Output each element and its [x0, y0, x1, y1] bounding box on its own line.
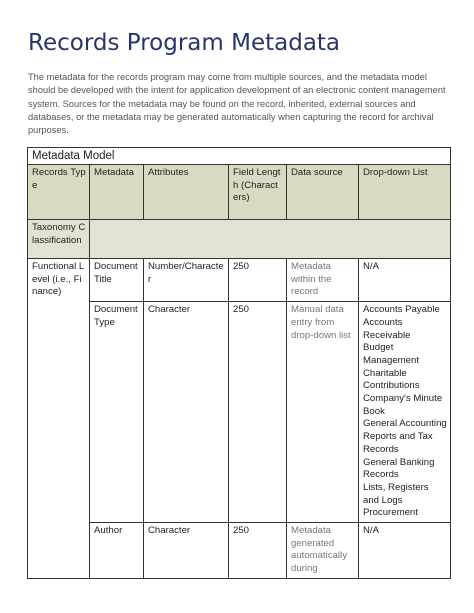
dropdown-option: Lists, Registers and Logs [363, 481, 429, 506]
cell-dropdown: N/A [359, 523, 451, 579]
cell-source: Metadata generated automatically during [287, 523, 359, 579]
cell-source: Manual data entry from drop-down list [287, 302, 359, 523]
dropdown-option: Accounts Receivable [363, 316, 411, 341]
cell-metadata: Document Type [90, 302, 144, 523]
cell-metadata: Author [90, 523, 144, 579]
intro-paragraph: The metadata for the records program may come from multiple sources, and the metadata model should be developed with the intent for application development of an electronic content management system. Sources for the metadata may be found on the record, inherited, external sources and databases, or the metadata may be generated automatically when capturing the record for archival purposes. [28, 72, 446, 136]
cell-attributes: Character [144, 302, 229, 523]
header-records-type: Records Type [28, 165, 90, 220]
page-title: Records Program Metadata [28, 30, 341, 56]
table-caption: Metadata Model [28, 148, 451, 165]
taxonomy-span [90, 220, 451, 259]
table-row [28, 523, 451, 579]
table-row [28, 259, 451, 302]
header-attributes: Attributes [144, 165, 229, 220]
cell-length: 250 [229, 302, 287, 523]
metadata-model-table [27, 147, 451, 579]
header-data-source: Data source [287, 165, 359, 220]
cell-source: Metadata within the record [287, 259, 359, 302]
dropdown-option: Procurement [363, 507, 418, 519]
cell-attributes: Number/Character [144, 259, 229, 302]
table-header-row [28, 165, 451, 220]
table-row [28, 302, 451, 523]
cell-length: 250 [229, 259, 287, 302]
dropdown-option: Budget Management [363, 342, 419, 366]
taxonomy-label: Taxonomy Classification [28, 220, 90, 259]
table-caption-row [28, 148, 451, 165]
dropdown-option: General Banking Records [363, 456, 435, 481]
dropdown-option: Accounts Payable [363, 304, 440, 316]
dropdown-option: Company's Minute Book [363, 393, 443, 417]
taxonomy-row [28, 220, 451, 259]
cell-metadata: Document Title [90, 259, 144, 302]
cell-dropdown: N/A [359, 259, 451, 302]
header-field-length: Field Length (Characters) [229, 165, 287, 220]
header-dropdown-list: Drop-down List [359, 165, 451, 220]
cell-attributes: Character [144, 523, 229, 579]
functional-level-label: Functional Level (i.e., Finance) [28, 259, 90, 579]
header-metadata: Metadata [90, 165, 144, 220]
cell-dropdown-list [359, 302, 451, 523]
cell-length: 250 [229, 523, 287, 579]
dropdown-option: General Accounting Reports and Tax Records [363, 418, 447, 455]
dropdown-option: Charitable Contributions [363, 367, 420, 392]
